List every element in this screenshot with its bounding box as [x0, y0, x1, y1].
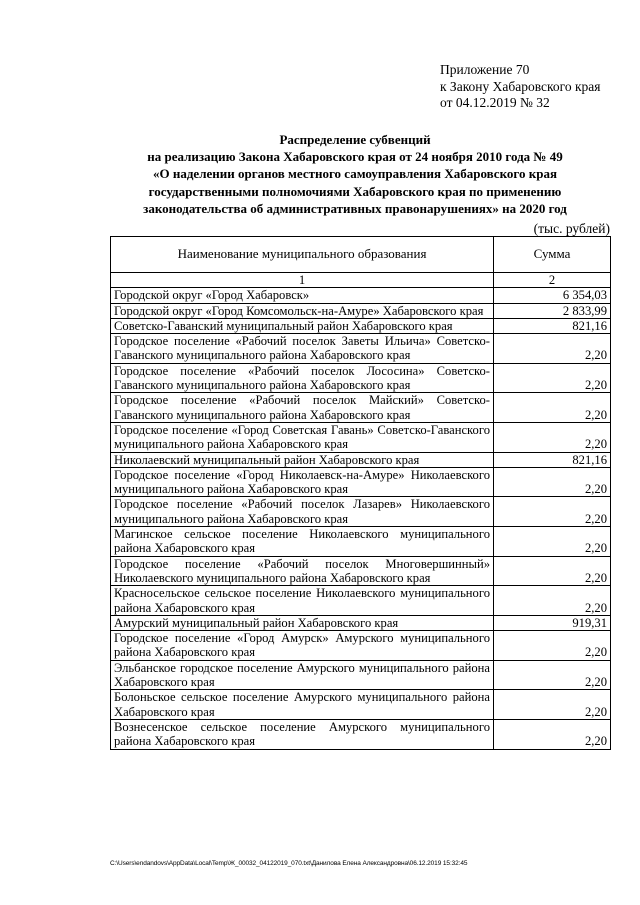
table-row: [111, 556, 611, 586]
table-row: [111, 497, 611, 527]
subvention-table: [110, 236, 611, 750]
subvention-sum: 2,20: [494, 497, 611, 527]
municipality-name: Городское поселение «Рабочий поселок Лазарев» Николаевского муниципального района Хабаровского края: [111, 497, 494, 527]
municipality-name: Болоньское сельское поселение Амурского муниципального района Хабаровского края: [111, 690, 494, 720]
subvention-sum: 821,16: [494, 452, 611, 467]
title-line-3: «О наделении органов местного самоуправления Хабаровского края: [153, 166, 557, 182]
subvention-sum: 2,20: [494, 631, 611, 661]
municipality-name: Николаевский муниципальный район Хабаровского края: [111, 452, 494, 467]
municipality-name: Эльбанское городское поселение Амурского муниципального района Хабаровского края: [111, 660, 494, 690]
table-header-row: [111, 237, 611, 273]
column-number-1: 1: [111, 273, 494, 288]
municipality-name: Вознесенское сельское поселение Амурского муниципального района Хабаровского края: [111, 719, 494, 749]
appendix-line-1: Приложение 70: [440, 62, 530, 77]
table-row: [111, 393, 611, 423]
municipality-name: Городское поселение «Рабочий поселок Заветы Ильича» Советско-Гаванского муниципального района Хабаровского края: [111, 334, 494, 364]
municipality-name: Городское поселение «Рабочий поселок Лососина» Советско-Гаванского муниципального района Хабаровского края: [111, 363, 494, 393]
subvention-sum: 2,20: [494, 393, 611, 423]
subvention-sum: 2,20: [494, 363, 611, 393]
table-row: [111, 527, 611, 557]
municipality-name: Городское поселение «Рабочий поселок Майский» Советско-Гаванского муниципального района Хабаровского края: [111, 393, 494, 423]
header-sum: Сумма: [494, 237, 611, 273]
subvention-sum: 821,16: [494, 318, 611, 333]
subvention-sum: 919,31: [494, 615, 611, 630]
subvention-sum: 2,20: [494, 556, 611, 586]
subvention-sum: 2,20: [494, 660, 611, 690]
subvention-sum: 2,20: [494, 586, 611, 616]
appendix-line-3: от 04.12.2019 № 32: [440, 95, 550, 110]
units-label: (тыс. рублей): [533, 221, 610, 236]
municipality-name: Городское поселение «Город Амурск» Амурского муниципального района Хабаровского края: [111, 631, 494, 661]
table-row: [111, 660, 611, 690]
column-number-2: 2: [494, 273, 611, 288]
table-row: [111, 363, 611, 393]
title-line-1: Распределение субвенций: [279, 132, 431, 147]
file-path-footer: C:\Users\endandovs\AppData\Local\Temp\Ж_00032_04122019_070.txt\Данилова Елена Александровна\06.12.2019 15:32:45: [110, 860, 468, 867]
table-row: [111, 303, 611, 318]
subvention-sum: 2,20: [494, 467, 611, 497]
municipality-name: Городской округ «Город Хабаровск»: [111, 288, 494, 303]
table-row: [111, 690, 611, 720]
subvention-sum: 2,20: [494, 690, 611, 720]
municipality-name: Городской округ «Город Комсомольск-на-Амуре» Хабаровского края: [111, 303, 494, 318]
appendix-note: [440, 62, 601, 112]
municipality-name: Советско-Гаванский муниципальный район Хабаровского края: [111, 318, 494, 333]
subvention-sum: 6 354,03: [494, 288, 611, 303]
table-row: [111, 615, 611, 630]
municipality-name: Амурский муниципальный район Хабаровского края: [111, 615, 494, 630]
title-line-2: на реализацию Закона Хабаровского края от 24 ноября 2010 года № 49: [147, 149, 563, 165]
document-title: [100, 131, 610, 217]
subvention-sum: 2,20: [494, 422, 611, 452]
header-name: Наименование муниципального образования: [111, 237, 494, 273]
appendix-line-2: к Закону Хабаровского края: [440, 78, 601, 94]
subvention-sum: 2,20: [494, 527, 611, 557]
municipality-name: Красносельское сельское поселение Николаевского муниципального района Хабаровского края: [111, 586, 494, 616]
subvention-sum: 2,20: [494, 719, 611, 749]
table-row: [111, 467, 611, 497]
municipality-name: Городское поселение «Рабочий поселок Многовершинный» Николаевского муниципального района Хабаровского края: [111, 556, 494, 586]
table-row: [111, 719, 611, 749]
table-row: [111, 422, 611, 452]
table-row: [111, 318, 611, 333]
table-row: [111, 586, 611, 616]
table-row: [111, 288, 611, 303]
municipality-name: Городское поселение «Город Советская Гавань» Советско-Гаванского муниципального района Хабаровского края: [111, 422, 494, 452]
table-row: [111, 452, 611, 467]
column-number-row: [111, 273, 611, 288]
subvention-sum: 2 833,99: [494, 303, 611, 318]
municipality-name: Городское поселение «Город Николаевск-на-Амуре» Николаевского муниципального района Хабаровского края: [111, 467, 494, 497]
title-line-5: законодательства об административных правонарушениях» на 2020 год: [143, 200, 567, 216]
subvention-sum: 2,20: [494, 334, 611, 364]
title-line-4: государственными полномочиями Хабаровского края по применению: [148, 183, 562, 199]
table-row: [111, 334, 611, 364]
municipality-name: Магинское сельское поселение Николаевского муниципального района Хабаровского края: [111, 527, 494, 557]
table-row: [111, 631, 611, 661]
